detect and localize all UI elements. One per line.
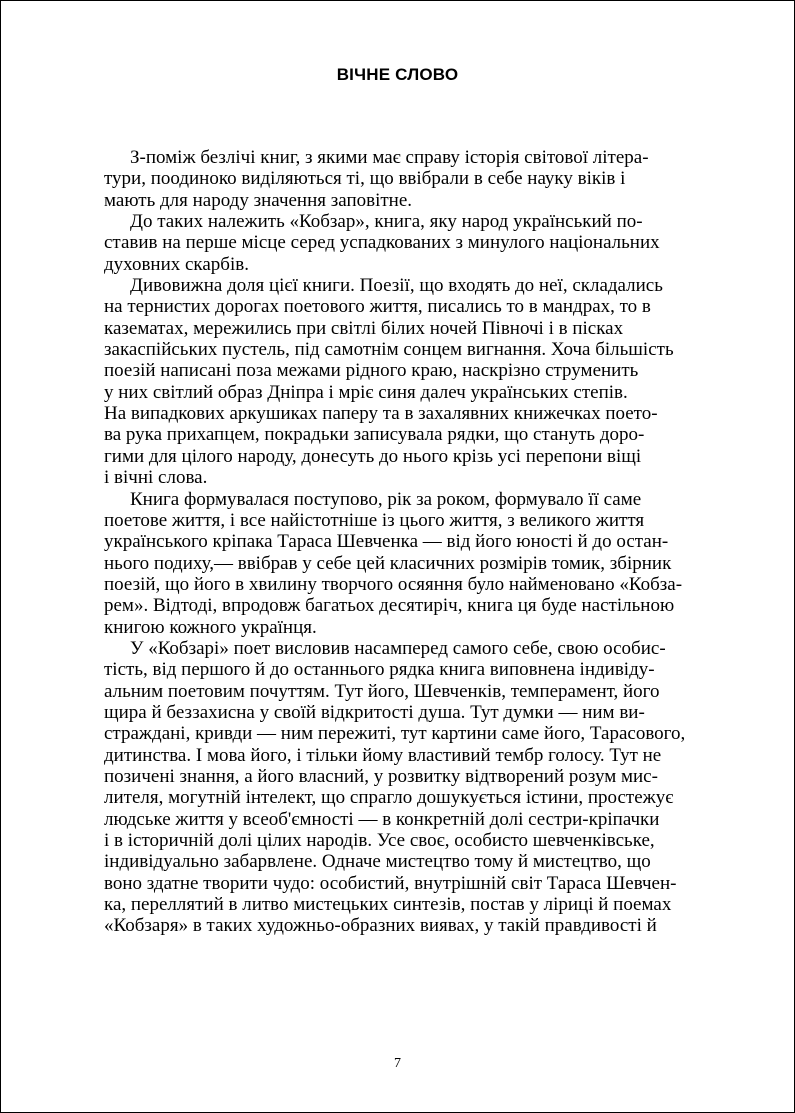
text-line: лителя, могутній інтелект, що спрагло дошукується істини, простежує [104,787,674,809]
text-line: гими для цілого народу, донесуть до нього крізь усі перепони віщі [104,445,642,467]
text-line: ка, переллятий в литво мистецьких синтезів, постав у ліриці й поемах [104,894,672,916]
text-line: людське життя у всеоб'ємності — в конкретній долі сестри-кріпачки [104,808,660,830]
text-line: закаспійських пустель, під самотнім сонцем вигнання. Хоча більшість [104,339,674,361]
text-line: рем». Відтоді, впродовж багатьох десятиріч, книга ця буде настільною [104,595,675,617]
text-line: Дивовижна доля цієї книги. Поезії, що входять до неї, складались [130,275,663,297]
text-line: ва рука прихапцем, покрадьки записувала рядки, що стануть доро- [104,424,645,446]
text-line: і вічні слова. [104,467,208,489]
text-line: поезій написані поза межами рідного краю, наскрізно струменить [104,360,639,382]
page-title: ВІЧНЕ СЛОВО [336,65,459,84]
text-line: у них світлий образ Дніпра і мріє синя далеч українських степів. [104,381,628,403]
text-line: тури, поодиноко виділяються ті, що ввібрали в себе науку віків і [104,168,626,190]
text-line: З-поміж безлічі книг, з якими має справу історія світової літера- [130,147,649,168]
text-line: нього подиху,— ввібрав у себе цей класичних розмірів томик, збірник [104,552,672,574]
text-line: поезій, що його в хвилину творчого осяяння було найменовано «Кобза- [104,573,683,595]
text-line: позичені знання, а його власний, у розвитку відтворений розум мис- [104,765,658,787]
text-line: українського кріпака Тараса Шевченка — від його юності й до остан- [104,531,669,553]
text-line: і в історичній долі цілих народів. Усе своє, особисто шевченківське, [104,830,655,851]
text-line: індивідуально забарвлене. Одначе мистецтво тому й мистецтво, що [104,851,651,873]
text-line: страждані, кривди — ним пережиті, тут картини саме його, Тарасового, [104,723,686,745]
text-line: У «Кобзарі» поет висловив насамперед самого себе, свою особис- [130,637,666,659]
text-line: поетове життя, і все найістотніше із цього життя, з великого життя [104,509,645,531]
text-line: На випадкових аркушиках паперу та в захалявних книжечках поето- [104,403,658,425]
text-line: на тернистих дорогах поетового життя, писались то в мандрах, то в [104,296,651,318]
text-line: книгою кожного українця. [104,616,317,638]
text-line: Книга формувалася поступово, рік за роком, формувало її саме [130,488,642,510]
text-line: дитинства. І мова його, і тільки йому властивий тембр голосу. Тут не [104,744,662,766]
body-text [104,147,686,937]
text-line: альним поетовим почуттям. Тут його, Шевченків, темперамент, його [104,680,660,702]
text-line: воно здатне творити чудо: особистий, внутрішній світ Тараса Шевчен- [104,872,677,894]
text-line: тість, від першого й до останнього рядка книга виповнена індивіду- [104,659,655,681]
text-line: До таких належить «Кобзар», книга, яку народ український по- [130,211,643,233]
text-line: духовних скарбів. [104,253,249,275]
text-line: «Кобзаря» в таких художньо-образних виявах, у такій правдивості й [104,915,657,937]
text-line: ставив на перше місце серед успадкованих з минулого національних [104,232,660,254]
text-line: мають для народу значення заповітне. [104,189,413,211]
page-number: 7 [394,1056,401,1071]
text-line: казематах, мережились при світлі білих ночей Півночі і в пісках [104,317,624,339]
text-line: щира й беззахисна у своїй відкритості душа. Тут думки — ним ви- [104,701,645,723]
